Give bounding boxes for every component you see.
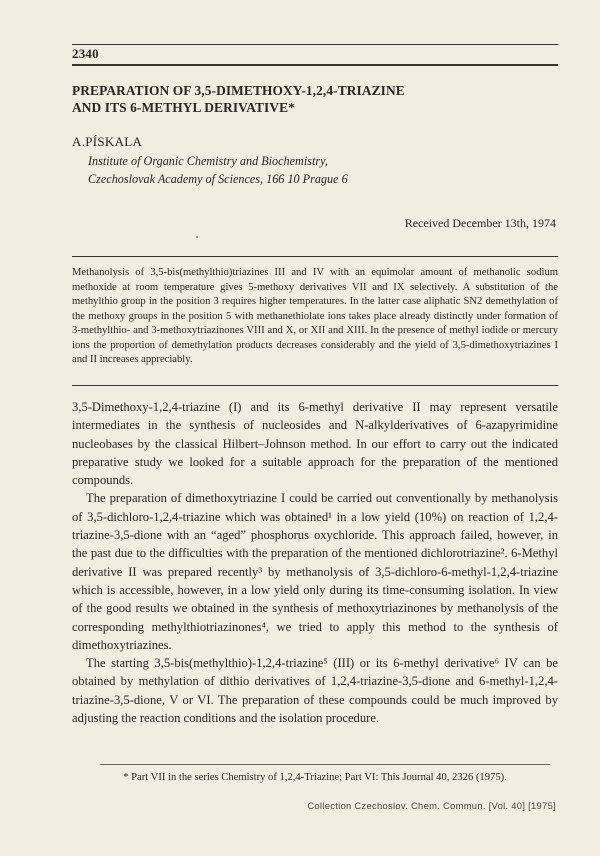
affiliation-line-1: Institute of Organic Chemistry and Biochemistry, (88, 154, 328, 168)
received-date: Received December 13th, 1974 (404, 216, 556, 230)
paragraph-1: 3,5-Dimethoxy-1,2,4-triazine (I) and its 6-methyl derivative II may represent versatile intermediates in the synthesis of nucleosides and N-alkylderivatives of 6-azapyrimidine nucleobases by the classical Hilbert–Johnson method. In our effort to carry out the indicated preparative study we looked for a suitable approach for the preparation of the mentioned compounds. (72, 400, 558, 488)
header-rule (72, 64, 558, 66)
body-text (72, 398, 558, 727)
paragraph-3: The starting 3,5-bis(methylthio)-1,2,4-triazine⁵ (III) or its 6-methyl derivative⁶ IV can be obtained by methylation of dithio derivatives of 1,2,4-triazine-3,5-dione and 6-methyl-1,2,4-triazine-3,5-dione, V or VI. The preparation of these compounds could be much improved by adjusting the reaction conditions and the isolation procedure. (72, 656, 558, 726)
print-speck (196, 236, 198, 238)
title-line-1: PREPARATION OF 3,5-DIMETHOXY-1,2,4-TRIAZINE (72, 83, 405, 98)
abstract-bottom-rule (72, 385, 558, 386)
affiliation (88, 152, 348, 188)
footnote-rule (100, 764, 550, 765)
affiliation-line-2: Czechoslovak Academy of Sciences, 166 10 Prague 6 (88, 172, 348, 186)
page-number: 2340 (72, 46, 99, 61)
paragraph-2: The preparation of dimethoxytriazine I could be carried out conventionally by methanolysis of 3,5-dichloro-1,2,4-triazine which was obtained¹ in a low yield (10%) on reaction of 1,2,4-triazine-3,5-dione with an “aged” phosphorus oxychloride. This approach failed, however, in the past due to the difficulties with the preparation of the mentioned dichlorotriazine². 6-Methyl derivative II was prepared recently³ by methanolysis of 3,5-dichloro-6-methyl-1,2,4-triazine which is accessible, however, in a low yield only during its time-consuming isolation. In view of the good results we obtained in the synthesis of methoxytriazinones by methanolysis of the corresponding methylthiotriazinones⁴, we tried to apply this method to the synthesis of dimethoxytriazines. (72, 491, 558, 652)
journal-reference: Collection Czechoslov. Chem. Commun. [Vol. 40] [1975] (307, 800, 556, 811)
title-line-2: AND ITS 6-METHYL DERIVATIVE* (72, 100, 295, 115)
article-title (72, 82, 552, 116)
top-rule (72, 44, 558, 45)
footnote: * Part VII in the series Chemistry of 1,2,4-Triazine; Part VI: This Journal 40, 2326 (1975). (123, 772, 507, 783)
abstract-top-rule (72, 256, 558, 257)
abstract-text: Methanolysis of 3,5-bis(methylthio)triazines III and IV with an equimolar amount of methanolic sodium methoxide at room temperature gives 5-methoxy derivatives VII and IX selectively. A substitution of the methylthio group in the position 3 requires higher temperatures. In the latter case aliphatic SN2 demethylation of the methoxy groups in the position 5 with methanethiolate ions takes place already distinctly under formation of 3-methylthio- and 3-methoxytriazinones VIII and X, or XII and XIII. In the presence of methyl iodide or mercury ions the proportion of demethylation products decreases considerably and the yield of 3,5-dimethoxytriazines I and II increases appreciably. (72, 267, 558, 365)
abstract (72, 266, 558, 368)
author: A.PÍSKALA (72, 134, 143, 149)
